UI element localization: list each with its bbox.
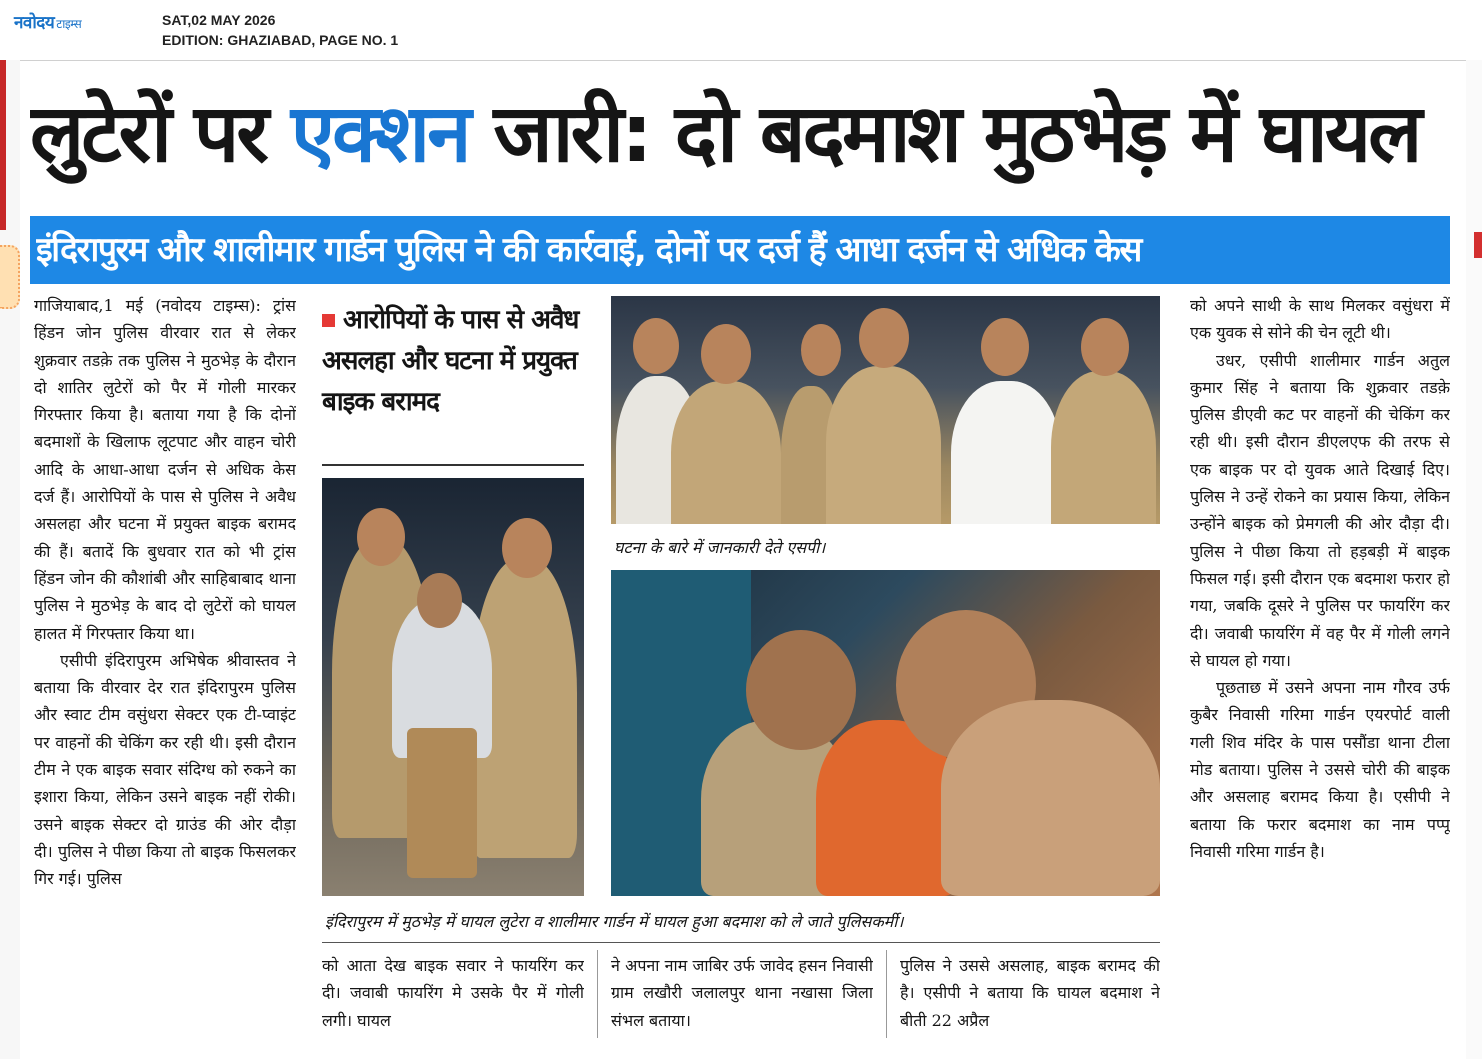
column-divider	[597, 950, 598, 1038]
officer-figure	[1051, 371, 1156, 524]
article-column-2	[322, 952, 584, 1038]
article-column-4	[900, 952, 1160, 1038]
paragraph: पुलिस ने उससे असलाह, बाइक बरामद की है। एसीपी ने बताया कि घायल बदमाश ने बीती 22 अप्रैल	[900, 956, 1160, 1030]
man-head	[981, 318, 1029, 376]
man-head	[633, 318, 679, 374]
sp-figure	[826, 366, 941, 524]
logo-sub: टाइम्स	[56, 17, 82, 31]
paragraph: को आता देख बाइक सवार ने फायरिंग कर दी। जवाबी फायरिंग मे उसके पैर में गोली लगी। घायल	[322, 956, 584, 1030]
suspect-trousers	[407, 728, 477, 878]
left-red-rule	[0, 60, 6, 230]
photo-caption: इंदिरापुरम में मुठभेड़ में घायल लुटेरा व शालीमार गार्डन में घायल हुआ बदमाश को ले जाते पुलिसकर्मी।	[325, 912, 904, 931]
highlight-box-text: आरोपियों के पास से अवैध असलहा और घटना में प्रयुक्त बाइक बरामद	[322, 305, 579, 417]
photo-night-arrest[interactable]	[611, 570, 1160, 896]
officer-figure	[671, 381, 781, 524]
newspaper-logo[interactable]	[14, 10, 81, 33]
edition-info: EDITION: GHAZIABAD, PAGE NO. 1	[162, 32, 399, 48]
man-white-shirt-figure	[951, 381, 1061, 524]
paragraph: एसीपी इंदिरापुरम अभिषेक श्रीवास्तव ने बताया कि वीरवार देर रात इंदिरापुरम पुलिस और स्वाट टीम वसुंधरा सेक्टर एक टी-प्वाइंट पर वाहनों की चेकिंग कर रही थी। इसी दौरान टीम ने एक बाइक सवार संदिग्ध को रुकने का इशारा किया, लेकिन उसने बाइक नहीं रोकी। उसने बाइक सेक्टर दो ग्राउंड की ओर दौड़ा दी। पुलिस ने पीछा किया तो बाइक फिसलकर गिर गई। पुलिस	[34, 650, 296, 889]
photo-police-escorting-suspect[interactable]	[322, 478, 584, 896]
right-page-edge	[1466, 60, 1482, 1059]
right-red-marker	[1474, 232, 1482, 258]
policeman-head	[502, 518, 552, 578]
divider	[322, 464, 584, 466]
officer-head	[1081, 318, 1129, 376]
policeman-head	[357, 508, 405, 566]
paragraph: उधर, एसीपी शालीमार गार्डन अतुल कुमार सिंह ने बताया कि शुक्रवार तडक़े पुलिस डीएवी कट पर वाहनों की चेकिंग कर रही थी। इसी दौरान डीएलएफ की तरफ से एक बाइक पर दो युवक आते दिखाई दिए। पुलिस ने उन्हें रोकने का प्रयास किया, लेकिन उन्होंने बाइक को प्रेमगली की ओर दौड़ा दी। पुलिस ने पीछा किया तो हड़बड़ी में बाइक फिसल गई। इसी दौरान एक बदमाश फरार हो गया, जबकि दूसरे ने पुलिस पर फायरिंग कर दी। जवाबी फायरिंग में वह पैर में गोली लगने से घायल हो गया।	[1190, 350, 1450, 670]
headline-highlight: एक्शन	[290, 87, 469, 180]
column-divider	[886, 950, 887, 1038]
divider	[322, 942, 1160, 943]
headline-part-3: जारी: दो बदमाश मुठभेड़ में घायल	[468, 87, 1420, 180]
sp-head	[859, 308, 909, 368]
article-column-5	[1190, 292, 1450, 1038]
highlight-box-heading	[322, 300, 584, 423]
article-column-1	[34, 292, 296, 1038]
suspect-head	[746, 630, 856, 750]
main-headline	[30, 80, 1455, 190]
red-square-bullet-icon	[322, 314, 335, 327]
left-adjacent-clip	[0, 245, 20, 309]
paragraph: ने अपना नाम जाबिर उर्फ जावेद हसन निवासी ग्राम लखौरी जलालपुर थाना नखासा जिला संभल बताया।	[611, 956, 873, 1030]
issue-date: SAT,02 MAY 2026	[162, 12, 276, 28]
article-column-3	[611, 952, 873, 1038]
suspect-head	[417, 573, 462, 628]
paragraph: गाजियाबाद,1 मई (नवोदय टाइम्स): ट्रांस हिंडन जोन पुलिस वीरवार रात से लेकर शुक्रवार तडक़े तक पुलिस ने मुठभेड़ के दौरान दो शातिर लुटेरों को पैर में गोली मारकर गिरफ्तार किया है। बताया गया है कि दोनों बदमाशों के खिलाफ लूटपाट और वाहन चोरी आदि के आधा-आधा दर्जन से अधिक केस दर्ज हैं। आरोपियों के पास से पुलिस ने अवैध असलहा और घटना में प्रयुक्त बाइक बरामद की हैं। बतादें कि बुधवार रात को भी ट्रांस हिंडन जोन की कौशांबी और साहिबाबाद थाना पुलिस ने मुठभेड़ के बाद दो लुटेरों को घायल हालत में गिरफ्तार किया था।	[34, 296, 296, 643]
headline-part-1: लुटेरों पर	[30, 87, 291, 180]
officer-head	[701, 324, 751, 384]
logo-main: नवोदय	[14, 13, 55, 33]
officer-head	[801, 324, 841, 376]
paragraph: पूछताछ में उसने अपना नाम गौरव उर्फ कुबैर निवासी गरिमा गार्डन एयरपोर्ट वाली गली शिव मंदिर के पास पसौंडा थाना टीला मोड बताया। पुलिस ने उससे चोरी की बाइक और असलाह बरामद किया है। एसीपी ने बताया कि फरार बदमाश का नाम पप्पू निवासी गरिमा गार्डन है।	[1190, 678, 1450, 861]
photo-caption: घटना के बारे में जानकारी देते एसपी।	[614, 538, 826, 557]
policeman-figure	[941, 700, 1160, 896]
subheadline: इंदिरापुरम और शालीमार गार्डन पुलिस ने की कार्रवाई, दोनों पर दर्ज हैं आधा दर्जन से अधिक केस	[36, 230, 1141, 270]
photo-sp-briefing[interactable]	[611, 296, 1160, 524]
dateline	[162, 10, 398, 50]
paragraph: को अपने साथी के साथ मिलकर वसुंधरा में एक युवक से सोने की चेन लूटी थी।	[1190, 296, 1450, 343]
